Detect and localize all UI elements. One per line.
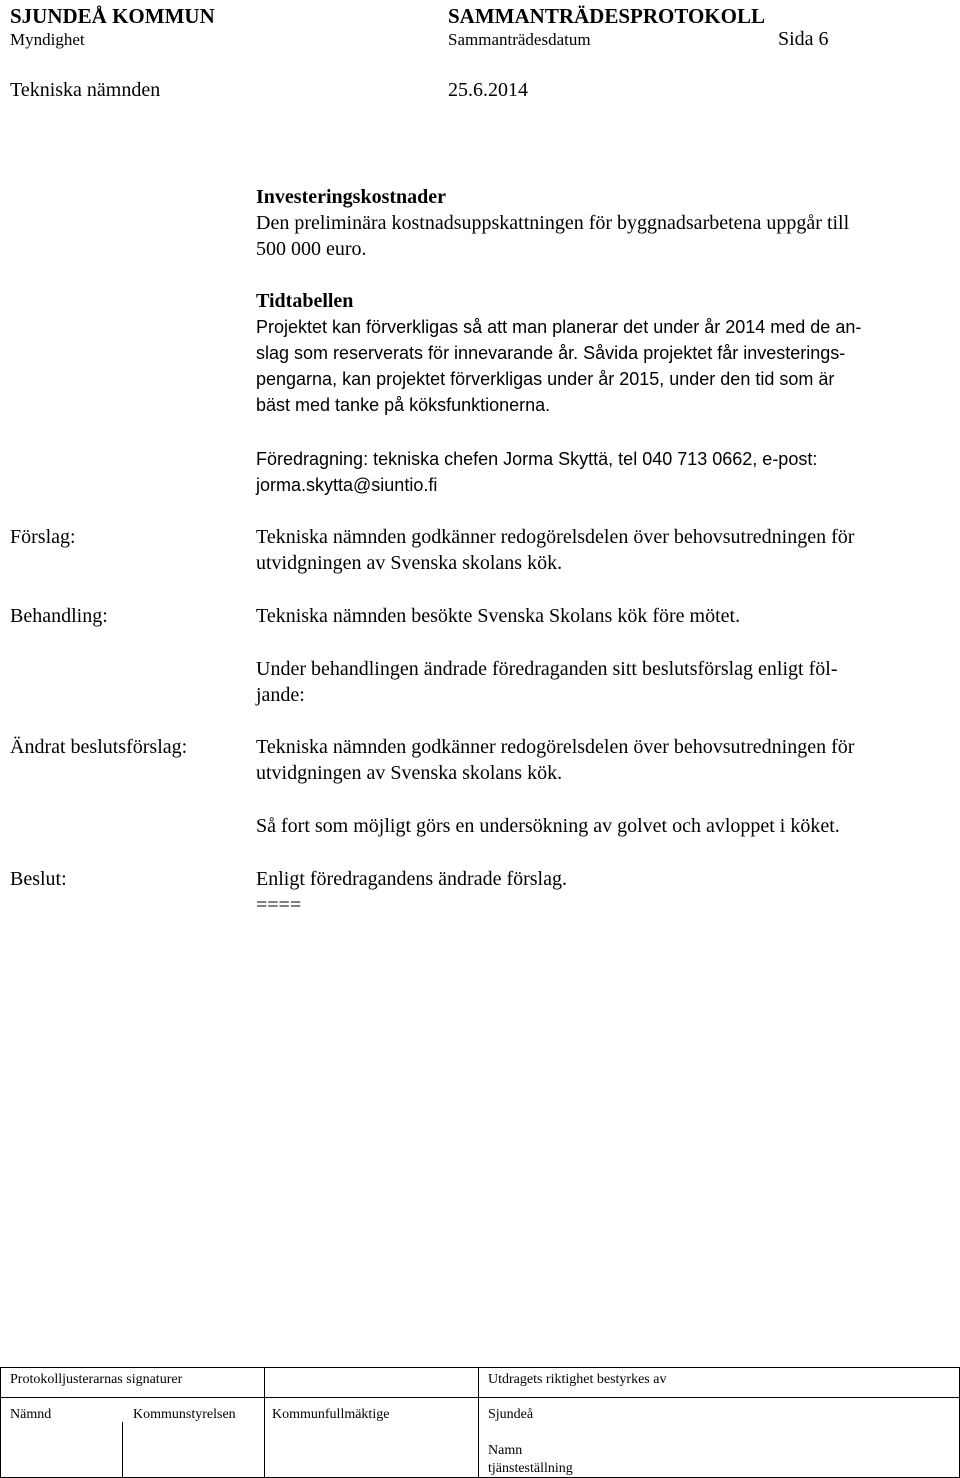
schedule-text-line: slag som reserverats för innevarande år. Såvida projektet får investerings-: [256, 343, 846, 363]
investment-heading: Investeringskostnader: [256, 186, 447, 208]
certified-label: Utdragets riktighet bestyrkes av: [488, 1372, 667, 1387]
changed-proposal-line: Tekniska nämnden godkänner redogörelsdelen över behovsutredningen för: [256, 736, 855, 758]
proposal-label: Förslag:: [10, 526, 76, 548]
handling-change-line: jande:: [256, 684, 305, 706]
column-kommunfullmaktige: Kommunfullmäktige: [272, 1407, 390, 1422]
table-border-middle: [0, 1397, 960, 1398]
authority-label: Myndighet: [10, 30, 85, 49]
investment-text-line: 500 000 euro.: [256, 238, 367, 260]
protocol-title: SAMMANTRÄDESPROTOKOLL: [448, 4, 765, 28]
schedule-text-line: bäst med tanke på köksfunktionerna.: [256, 395, 551, 415]
authority-name: Tekniska nämnden: [10, 79, 161, 101]
handling-label: Behandling:: [10, 605, 108, 627]
table-column-divider: [122, 1422, 123, 1478]
table-column-divider: [478, 1367, 479, 1478]
handling-change-line: Under behandlingen ändrade föredraganden sitt beslutsförslag enligt föl-: [256, 658, 838, 680]
changed-proposal-line: utvidgningen av Svenska skolans kök.: [256, 762, 563, 784]
table-border-left: [0, 1367, 1, 1478]
decision-text: Enligt föredragandens ändrade förslag.: [256, 868, 567, 890]
handling-text: Tekniska nämnden besökte Svenska Skolans kök före mötet.: [256, 605, 741, 627]
schedule-text-line: Projektet kan förverkligas så att man planerar det under år 2014 med de an-: [256, 317, 862, 337]
column-namnd: Nämnd: [10, 1407, 52, 1422]
municipality-name: SJUNDEÅ KOMMUN: [10, 4, 215, 28]
page-number: Sida 6: [778, 28, 829, 50]
meeting-date-label: Sammanträdesdatum: [448, 30, 591, 49]
table-border-top: [0, 1367, 960, 1368]
end-marker: ====: [256, 894, 302, 916]
certifier-name-label: Namn: [488, 1443, 523, 1458]
schedule-text-line: pengarna, kan projektet förverkligas under år 2015, under den tid som är: [256, 369, 835, 389]
decision-label: Beslut:: [10, 868, 67, 890]
certifier-place: Sjundeå: [488, 1407, 534, 1422]
certifier-title-label: tjänsteställning: [488, 1461, 573, 1476]
column-kommunstyrelsen: Kommunstyrelsen: [133, 1407, 236, 1422]
table-column-divider: [264, 1367, 265, 1478]
changed-proposal-line: Så fort som möjligt görs en undersökning av golvet och avloppet i köket.: [256, 815, 840, 837]
schedule-heading: Tidtabellen: [256, 290, 354, 312]
changed-proposal-label: Ändrat beslutsförslag:: [10, 736, 188, 758]
proposal-text-line: Tekniska nämnden godkänner redogörelsdelen över behovsutredningen för: [256, 526, 855, 548]
presenter-line: Föredragning: tekniska chefen Jorma Skyttä, tel 040 713 0662, e-post:: [256, 449, 818, 469]
signatures-label: Protokolljusterarnas signaturer: [10, 1372, 183, 1387]
presenter-email: jorma.skytta@siuntio.fi: [256, 475, 438, 495]
meeting-date: 25.6.2014: [448, 79, 528, 101]
proposal-text-line: utvidgningen av Svenska skolans kök.: [256, 552, 563, 574]
investment-text-line: Den preliminära kostnadsuppskattningen för byggnadsarbetena uppgår till: [256, 212, 850, 234]
